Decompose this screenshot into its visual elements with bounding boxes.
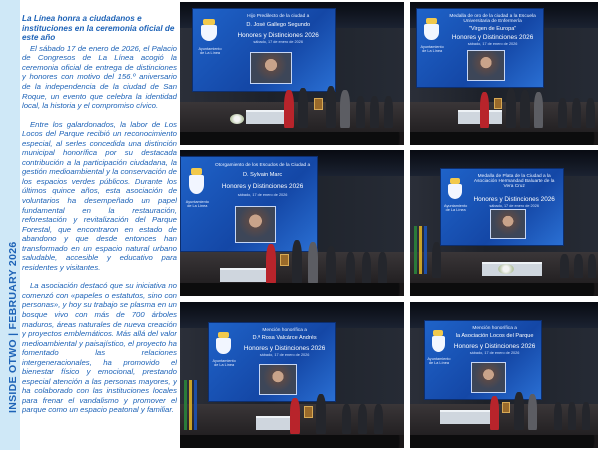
screen-event-date: sábado, 17 de enero de 2026 [469, 350, 520, 355]
screen-event-date: sábado, 17 de enero de 2026 [253, 40, 304, 45]
projection-screen [424, 320, 542, 400]
projection-screen [208, 322, 336, 402]
paragraph-text: El sábado 17 de enero de 2026, el Palacio de Congresos de La Línea acogió la ceremonia oficial de entrega de distinciones y honores con motivo del 156.º aniversario de la independencia de la ciudad de San Roque, un evento que celebra la identidad local, la historia y el compromiso cívico. [22, 43, 177, 111]
screen-award-title: Mención honorífica a [472, 325, 517, 331]
screen-event-date: sábado, 17 de enero de 2026 [489, 203, 539, 208]
screen-event-title: Honores y Distinciones 2026 [237, 31, 319, 39]
projection-screen [440, 168, 564, 246]
screen-honoree-name: D. José Gallego Segundo [246, 22, 311, 29]
screen-event-title: Honores y Distinciones 2026 [473, 196, 555, 204]
city-crest-icon [199, 17, 220, 45]
ceremony-photo-1 [180, 2, 404, 145]
sidebar-strip [0, 0, 20, 450]
ceremony-photo-5 [180, 302, 404, 448]
article-headline: La Línea honra a ciudadanos e instituciones en la ceremonia oficial de este año [22, 14, 175, 43]
city-crest-icon [422, 17, 441, 44]
crest-caption: Ayuntamiento de La Línea [212, 358, 236, 368]
screen-honoree-name: D.ª Rosa Valcárce Andrés [252, 335, 317, 342]
screen-event-title: Honores y Distinciones 2026 [243, 344, 326, 352]
projection-screen [416, 8, 544, 88]
city-crest-icon [214, 331, 233, 358]
screen-event-title: Honores y Distinciones 2026 [221, 183, 304, 191]
article-paragraph-2 [22, 120, 177, 273]
screen-event-title: Honores y Distinciones 2026 [453, 342, 536, 350]
honoree-portrait [250, 52, 293, 85]
article-paragraph-3 [22, 281, 177, 415]
honoree-portrait [259, 364, 297, 395]
flower-arrangement [498, 264, 514, 274]
projection-screen [192, 8, 336, 92]
screen-event-date: sábado, 17 de enero de 2026 [237, 192, 288, 197]
screen-honoree-name: "Virgen de Europa" [468, 26, 517, 33]
screen-award-title: Medalla de Plata de la Ciudad a la Asociación Hermandad Baluarte de la Vera Cruz [473, 173, 555, 190]
screen-award-title: Medalla de oro de la ciudad a la Escuela Universitaria de Enfermería [449, 13, 536, 25]
award-plaque [304, 406, 313, 418]
screen-event-date: sábado, 17 de enero de 2026 [467, 41, 518, 46]
crest-caption: Ayuntamiento de La Línea [185, 200, 209, 209]
magazine-issue-label: INSIDE OTWO | FEBRUARY 2026 [7, 241, 19, 413]
article-column [22, 14, 177, 448]
screen-award-title: Mención honorífica a [262, 327, 307, 333]
ceremony-photo-4 [410, 150, 598, 296]
flower-arrangement [230, 114, 244, 124]
award-plaque [502, 402, 510, 413]
presidency-table [440, 410, 490, 424]
paragraph-text: Entre los galardonados, la labor de Los Locos del Parque recibió un reconocimiento especial, al serles concedida una distinción municipal honorífica por su destacada contribución a la participación ciudadana, la gestión medioambiental y la conservación de los espacios verdes públicos. Durante los últimos quince años, esta asociación de voluntarios ha desempeñado un papel fundamental en la restauración, reforestación y revitalización del Parque Forestal, que encontraron en estado de abandono y que desde entonces han transformado en un espacio natural urbano saludable, accesible y educativo para residentes y visitantes. [22, 119, 177, 272]
screen-honoree-name: D. Sylvain Marc [243, 172, 283, 179]
city-crest-icon [186, 166, 206, 198]
article-paragraph-1 [22, 44, 177, 111]
city-crest-icon [446, 177, 464, 203]
photo-grid [178, 0, 600, 450]
screen-event-title: Honores y Distinciones 2026 [451, 33, 534, 41]
screen-award-title: Otorgamiento de los Escudos de la Ciudad a [214, 162, 311, 168]
crest-caption: Ayuntamiento de La Línea [420, 44, 444, 54]
crest-caption: Ayuntamiento de La Línea [444, 203, 468, 213]
crest-caption: Ayuntamiento de La Línea [198, 46, 222, 55]
honoree-portrait [235, 206, 276, 244]
award-plaque [494, 98, 502, 109]
screen-event-date: sábado, 17 de enero de 2026 [259, 352, 310, 357]
screen-award-title: Hijo Predilecto de la ciudad a [247, 13, 310, 19]
award-plaque [314, 98, 323, 110]
crest-caption: Ayuntamiento de La Línea [427, 356, 451, 366]
honoree-group-photo [490, 209, 527, 239]
screen-honoree-name: la Asociación Locos del Parque [455, 333, 534, 340]
award-plaque [280, 254, 289, 266]
ceremony-photo-6 [410, 302, 598, 448]
ceremony-photo-2 [410, 2, 598, 145]
paragraph-text: La asociación destacó que su iniciativa no comenzó con «papeles o estatutos, sino con personas», y hoy su trabajo se plasma en un bosque vivo con más de 700 árboles maduros, áreas naturales de nueva creación y proyectos emblemáticos. Más allá del valor medioambiental y paisajístico, el proyecto ha fomentado las relaciones intergeneracionales, ha promovido el bienestar físico y emocional, prestando especial atención a las personas mayores, y ha colaborado con las instituciones locales para frenar el vandalismo y promover el parque como un espacio peatonal y familiar. [22, 281, 177, 415]
presidency-table [220, 268, 272, 282]
ceremony-photo-3 [180, 150, 404, 296]
city-crest-icon [430, 329, 447, 356]
honoree-group-photo [467, 50, 505, 81]
honoree-group-photo [471, 362, 506, 393]
projection-screen [180, 156, 318, 252]
